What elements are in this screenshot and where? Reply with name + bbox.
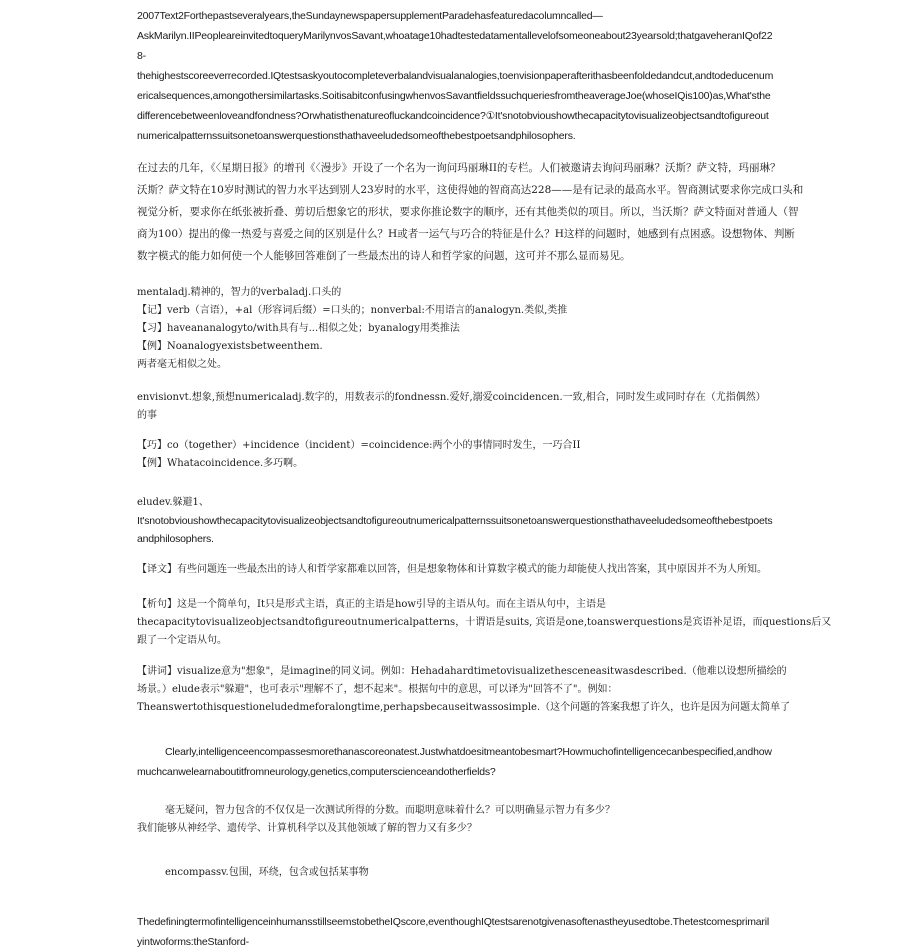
encompass-vocab	[137, 864, 857, 882]
text-line: 数字模式的能力如何使一个人能够回答难倒了一些最杰出的诗人和哲学家的问题，这可并不那么显而易见。	[137, 250, 631, 262]
vocab-block-1	[137, 284, 857, 374]
english-passage-2	[137, 742, 857, 782]
text-line: 8-	[137, 50, 146, 62]
note-line: 【讲词】visualize意为"想象"，是imagine的同义词。例如：Hehadahardtimetovisualizethesceneasitwasdescribed.（他难以设想所描绘的	[137, 666, 787, 677]
note-line: 跟了一个定语从句。	[137, 635, 227, 646]
text-line: 毫无疑问，智力包含的不仅仅是一次测试所得的分数。而聪明意味着什么？可以明确显示智力有多少？	[165, 805, 615, 816]
note-line: Theanswertothisquestioneludedmeforalongtime,perhapsbecauseitwassosimple.（这个问题的答案我想了许久，也许是因为问题太简单了	[137, 702, 791, 713]
word-lecture-note	[137, 663, 857, 717]
vocab-line: 【记】verb（言语），+al（形容词后缀）=口头的；nonverbal:不用语言的analogyn.类似,类推	[137, 305, 568, 316]
text-line: 视觉分析，要求你在纸张被折叠、剪切后想象它的形状，要求你推论数字的顺序，还有其他类似的项目。所以，当沃斯？萨文特面对普通人（智	[137, 206, 799, 218]
text-line: Clearly,intelligenceencompassesmorethanascoreonatest.Justwhatdoesitmeantobesmart?Howmuchofintelligencecanbespecified,andhow	[165, 746, 772, 758]
chinese-translation-2	[137, 802, 857, 838]
translation-note	[137, 561, 857, 579]
sentence-analysis-note	[137, 596, 857, 650]
vocab-line: It'snotobvioushowthecapacitytovisualizeobjectsandtofigureoutnumericalpatternssuitsonetoanswerquestionsthathaveeludedsomeofthebestpoets	[137, 515, 773, 527]
vocab-line: 【巧】co（together）+incidence（incident）=coincidence:两个小的事情同时发生，一巧合II	[137, 440, 581, 451]
text-line: 商为100）提出的像一热爱与喜爱之间的区别是什么？H或者一运气与巧合的特征是什么？H这样的问题时，她感到有点困惑。设想物体、判断	[137, 228, 795, 240]
text-line: numericalpatternssuitsonetoanswerquestionsthathaveeludedsomeofthebestpoetsandphilosophers.	[137, 130, 576, 142]
elude-block	[137, 494, 857, 548]
text-line: thehighestscoreeverrecorded.IQtestsaskyoutocompleteverbalandvisualanalogies,toenvisionpaperafterithasbeenfoldedandcut,andtodeducenum	[137, 70, 774, 82]
chinese-translation-1	[137, 157, 857, 267]
text-line: muchcanwelearnaboutitfromneurology,genetics,computerscienceandotherfields?	[137, 766, 496, 778]
text-line: yintwoforms:theStanford-	[137, 936, 249, 948]
vocab-line: eludev.躲避1、	[137, 497, 209, 508]
vocab-line: 【例】Noanalogyexistsbetweenthem.	[137, 341, 323, 352]
vocab-line: 两者毫无相似之处。	[137, 359, 227, 370]
text-line: 我们能够从神经学、遗传学、计算机科学以及其他领域了解的智力又有多少？	[137, 823, 477, 834]
english-passage-1	[137, 6, 857, 146]
vocab-line: envisionvt.想象,预想numericaladj.数字的，用数表示的fondnessn.爱好,溺爱coincidencen.一致,相合，同时发生或同时存在（尤指偶然）	[137, 392, 766, 403]
vocab-line: andphilosophers.	[137, 533, 214, 545]
text-line: differencebetweenloveandfondness?Orwhatisthenatureofluckandcoincidence?①It'snotobvioushowthecapacitytovisualizeobjectsandtofigureout	[137, 110, 769, 122]
text-line: AskMarilyn.IIPeopleareinvitedtoqueryMarilynvosSavant,whoatage10hadtestedatamentallevelofsomeoneabout23yearsold;thatgaveheranIQof22	[137, 30, 773, 42]
vocab-line: 的事	[137, 410, 157, 421]
vocab-block-2	[137, 389, 857, 473]
vocab-line: 【习】haveananalogyto/with具有与...相似之处；byanalogy用类推法	[137, 323, 460, 334]
note-line: 场景。）elude表示"躲避"，也可表示"理解不了，想不起来"。根据句中的意思，可以译为"回答不了"。例如：	[137, 684, 618, 695]
vocab-line: encompassv.包围，环绕，包含或包括某事物	[165, 867, 369, 878]
text-line: 在过去的几年，《〈星期日报》的增刊《〈漫步》开设了一个名为一询问玛丽琳II的专栏。人们被邀请去询问玛丽琳？沃斯？萨文特，玛丽琳？	[137, 162, 781, 174]
text-line: ThedefiningtermofintelligenceinhumansstillseemstobetheIQscore,eventhoughIQtestsarenotgivenasoftenastheyusedtobe.Thetestcomesprimaril	[137, 916, 769, 928]
english-passage-3	[137, 912, 857, 952]
note-line: 【析句】这是一个简单句，It只是形式主语，真正的主语是how引导的主语从句。而在主语从句中，主语是	[137, 599, 606, 610]
vocab-line: 【例】Whatacoincidence.多巧啊。	[137, 458, 304, 469]
text-line: ericalsequences,amongothersimilartasks.SoitisabitconfusingwhenvosSavantfieldssuchqueriesfromtheaverageJoe(whoseIQis100)as,What'sthe	[137, 90, 771, 102]
note-line: thecapacitytovisualizeobjectsandtofigureoutnumericalpatterns，十谓语是suits, 宾语是one,toanswerquestions是宾语补足语，而questions后又	[137, 617, 832, 628]
text-line: 2007Text2Forthepastseveralyears,theSundaynewspapersupplementParadehasfeaturedacolumncalled—	[137, 10, 603, 22]
note-line: 【译文】有些问题连一些最杰出的诗人和哲学家都难以回答，但是想象物体和计算数字模式的能力却能使人找出答案，其中原因并不为人所知。	[137, 564, 767, 575]
vocab-line: mentaladj.精神的，智力的verbaladj.口头的	[137, 287, 342, 298]
text-line: 沃斯？萨文特在10岁时测试的智力水平达到别人23岁时的水平，这使得她的智商高达228——是有记录的最高水平。智商测试要求你完成口头和	[137, 184, 804, 196]
